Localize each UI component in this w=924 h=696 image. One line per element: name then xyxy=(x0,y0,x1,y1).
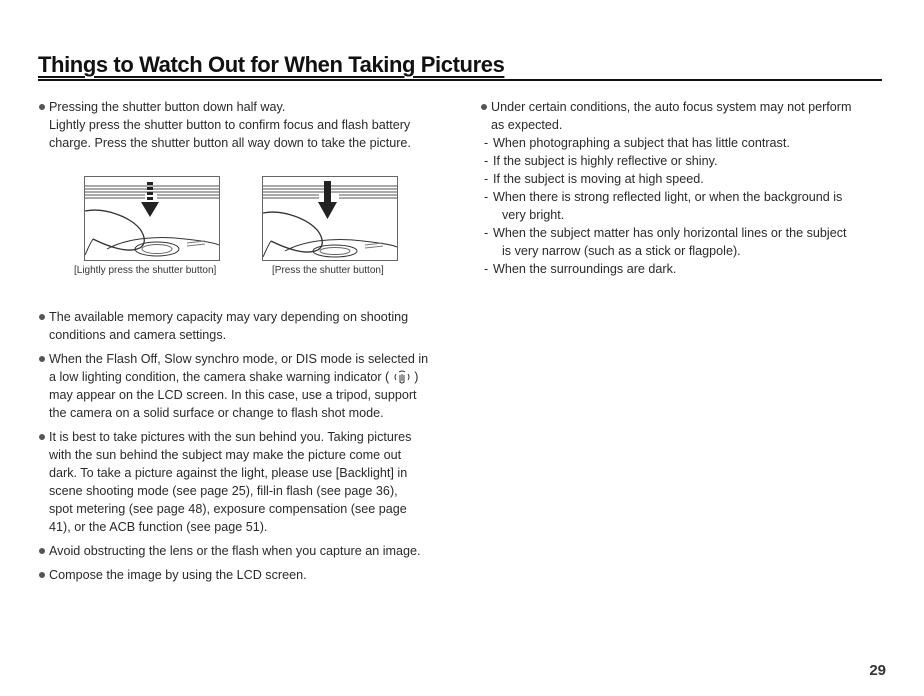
shutter-illustration-full xyxy=(263,177,397,260)
page-number: 29 xyxy=(869,662,886,679)
figure-half-press xyxy=(84,176,220,261)
right-item-autofocus xyxy=(480,98,890,278)
left-item-shutter-half xyxy=(38,98,450,152)
bullet-heading: Pressing the shutter button down half way. xyxy=(38,98,450,116)
dashed-down-arrow xyxy=(141,182,159,217)
paragraph-line: as expected. xyxy=(491,118,563,132)
bullet-line: Compose the image by using the LCD screen. xyxy=(38,566,450,584)
dash-item: - When there is strong reflected light, or when the background is xyxy=(480,188,890,206)
left-item-compose xyxy=(38,566,450,584)
paragraph-line: may appear on the LCD screen. In this case, use a tripod, support xyxy=(49,388,417,402)
camera-shake-warning-icon xyxy=(393,369,411,385)
paragraph-line: charge. Press the shutter button all way down to take the picture. xyxy=(49,136,411,150)
bullet-line: Under certain conditions, the auto focus system may not perform xyxy=(480,98,890,116)
left-items-rest xyxy=(38,308,450,590)
dash-item: - When the surroundings are dark. xyxy=(480,260,890,278)
line-text: a low lighting condition, the camera shake warning indicator ( xyxy=(49,370,390,384)
left-item-sun-behind xyxy=(38,428,450,536)
line-text: ) xyxy=(414,370,419,384)
paragraph-line: with the sun behind the subject may make the picture come out xyxy=(49,448,402,462)
caption-full-press: [Press the shutter button] xyxy=(272,265,384,276)
paragraph-line: conditions and camera settings. xyxy=(49,328,227,342)
left-item-memory xyxy=(38,308,450,344)
paragraph-line: spot metering (see page 48), exposure compensation (see page xyxy=(49,502,407,516)
paragraph-line: Lightly press the shutter button to confirm focus and flash battery xyxy=(49,118,411,132)
left-item-shake-warning xyxy=(38,350,450,422)
figure-full-press xyxy=(262,176,398,261)
paragraph-line: scene shooting mode (see page 25), fill-in flash (see page 36), xyxy=(49,484,398,498)
bullet-line: The available memory capacity may vary depending on shooting xyxy=(38,308,450,326)
dash-item-continued: very bright. xyxy=(502,208,565,222)
paragraph-line-with-icon xyxy=(38,368,450,386)
dash-item: - If the subject is highly reflective or shiny. xyxy=(480,152,890,170)
paragraph-line: dark. To take a picture against the light, please use [Backlight] in xyxy=(49,466,408,480)
paragraph-line: the camera on a solid surface or change to flash shot mode. xyxy=(49,406,384,420)
dash-item: - When the subject matter has only horizontal lines or the subject xyxy=(480,224,890,242)
dash-item: - When photographing a subject that has little contrast. xyxy=(480,134,890,152)
page-title: Things to Watch Out for When Taking Pictures xyxy=(38,52,505,77)
solid-down-arrow xyxy=(318,181,337,219)
bullet-line: Avoid obstructing the lens or the flash when you capture an image. xyxy=(38,542,450,560)
dash-item-continued: is very narrow (such as a stick or flagpole). xyxy=(502,244,741,258)
caption-half-press: [Lightly press the shutter button] xyxy=(74,265,217,276)
bullet-line: When the Flash Off, Slow synchro mode, or DIS mode is selected in xyxy=(38,350,450,368)
shutter-illustration-half xyxy=(85,177,219,260)
left-item-obstruct xyxy=(38,542,450,560)
title-rule xyxy=(38,79,882,81)
paragraph-line: 41), or the ACB function (see page 51). xyxy=(49,520,268,534)
bullet-line: It is best to take pictures with the sun behind you. Taking pictures xyxy=(38,428,450,446)
dash-item: - If the subject is moving at high speed. xyxy=(480,170,890,188)
